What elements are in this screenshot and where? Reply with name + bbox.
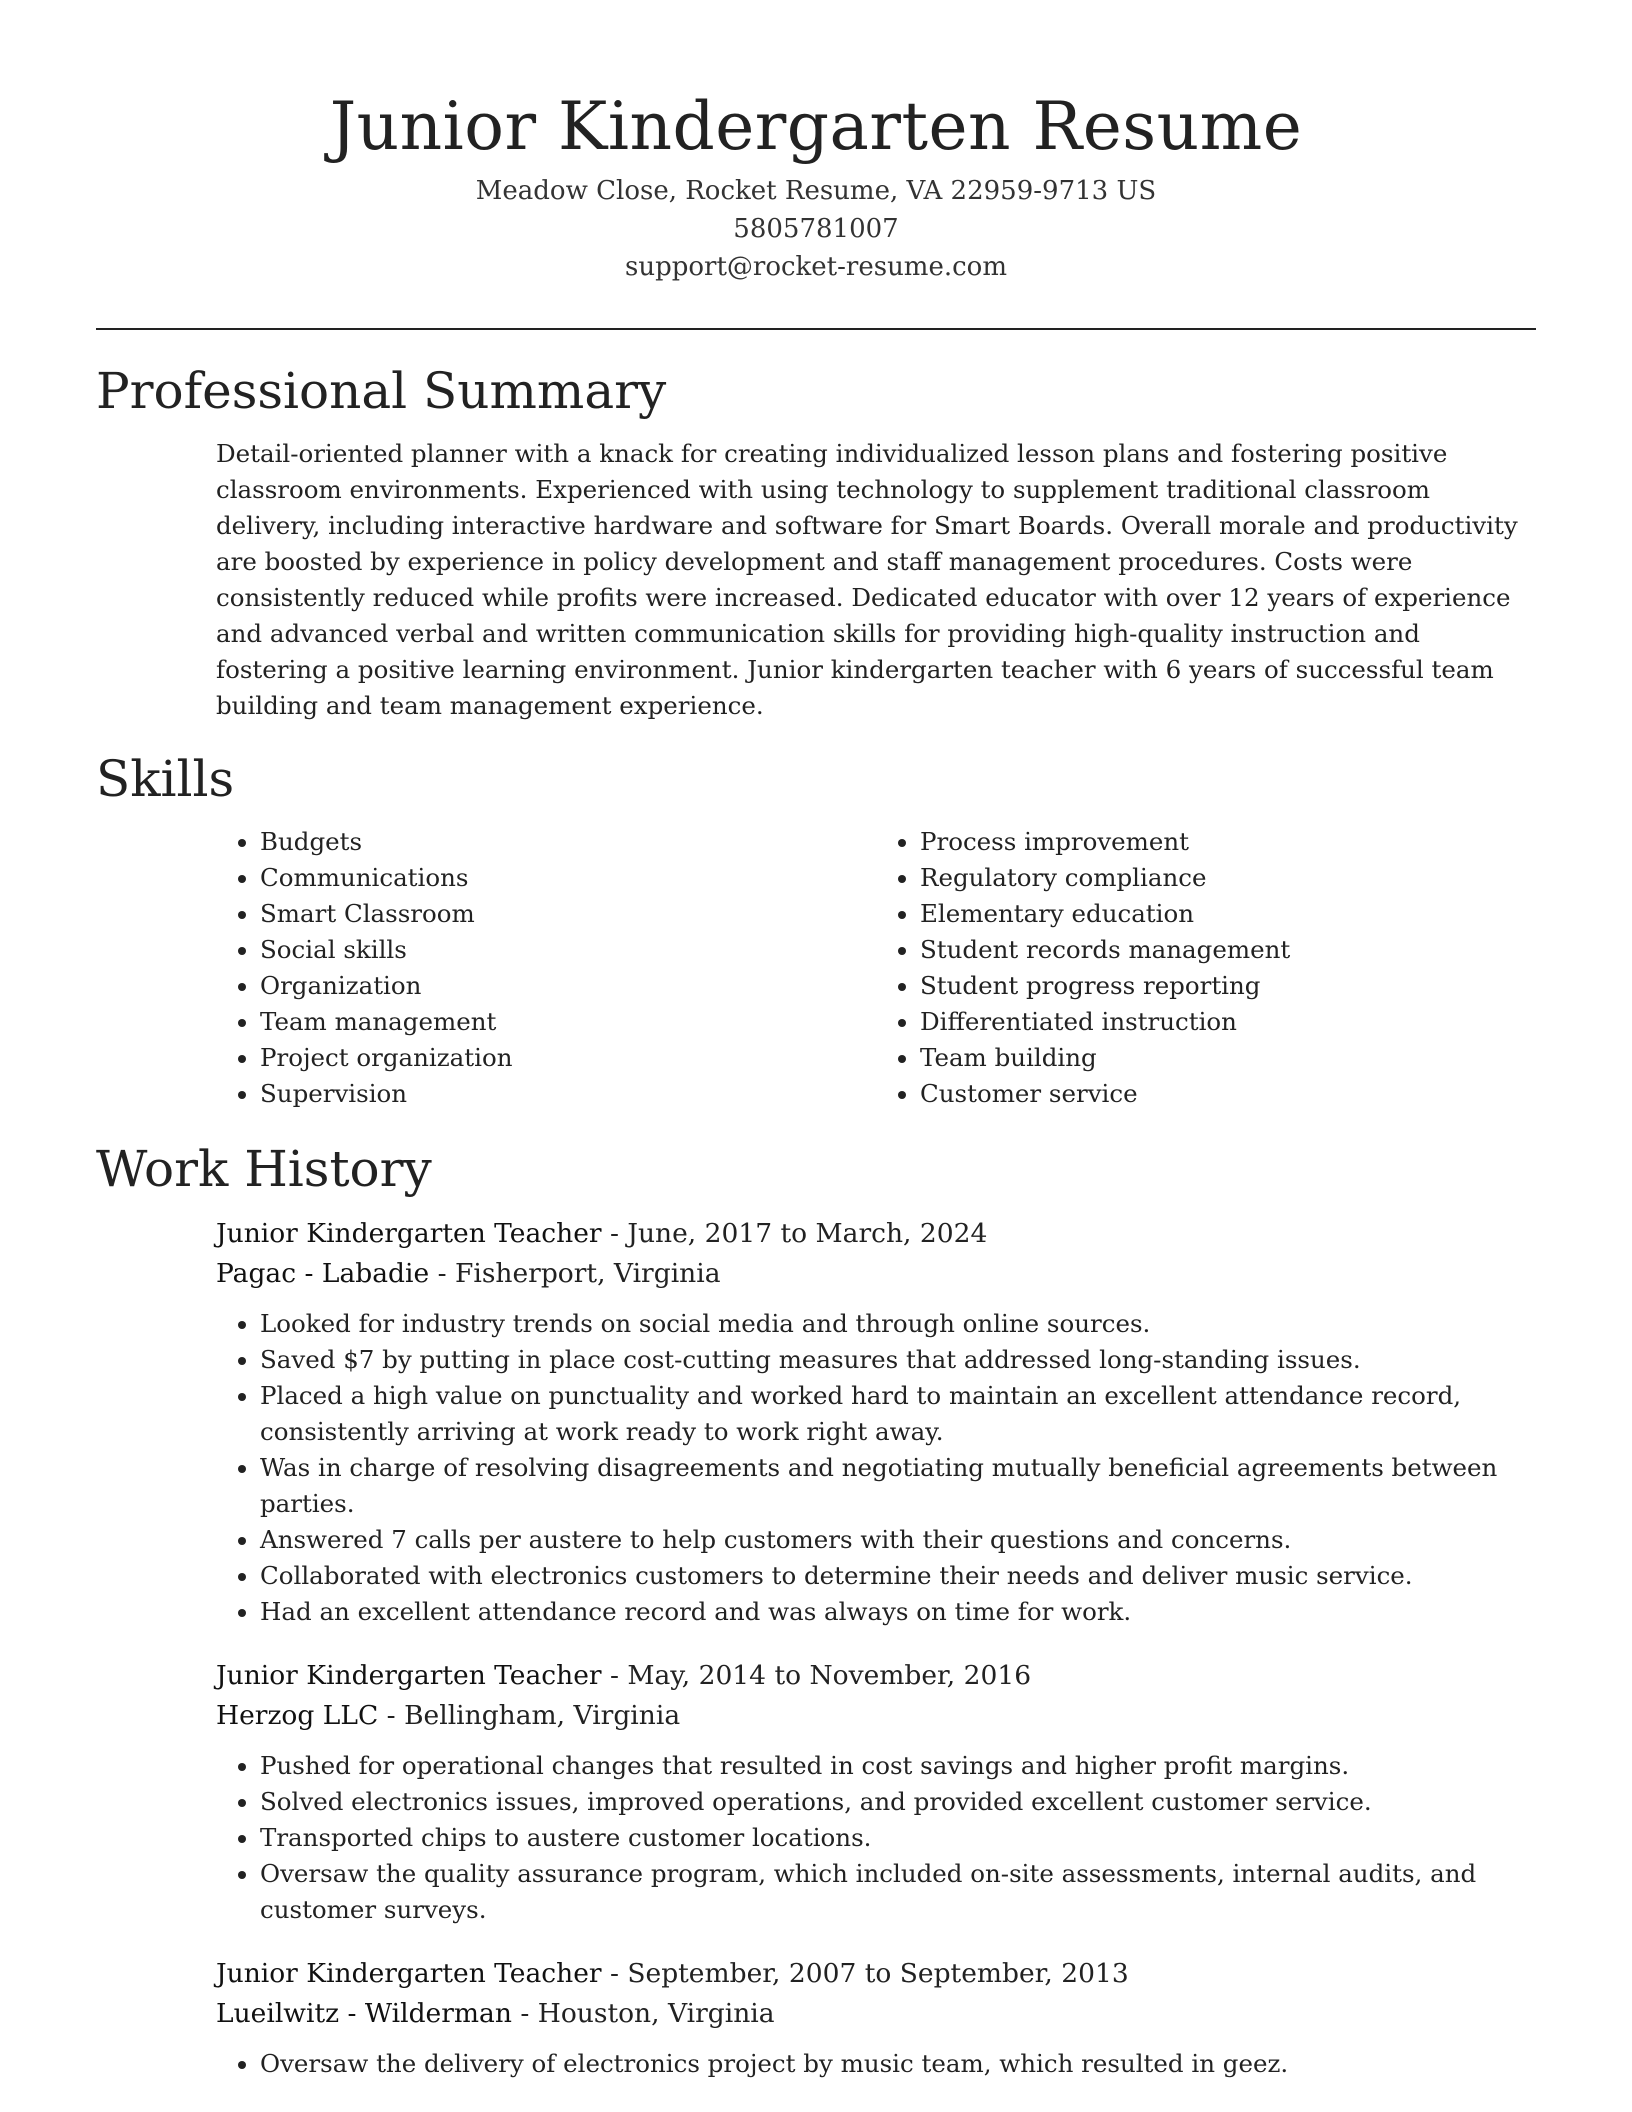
job-location: Fisherport, Virginia [454, 1258, 721, 1289]
skill-item: • Customer service [920, 1076, 1536, 1112]
job-bullets [216, 2046, 1536, 2082]
skill-item: • Team building [920, 1040, 1536, 1076]
skill-item: • Regulatory compliance [920, 860, 1536, 896]
summary-body [216, 436, 1536, 724]
skill-item: • Team management [260, 1004, 876, 1040]
job-dates: June, 2017 to March, 2024 [627, 1218, 988, 1249]
skill-item: • Process improvement [920, 824, 1536, 860]
skill-item: • Student progress reporting [920, 968, 1536, 1004]
job-entry [216, 1214, 1536, 1630]
job-title: Junior Kindergarten Teacher [216, 1660, 602, 1691]
job-location: Houston, Virginia [537, 1998, 775, 2029]
email: support@rocket-resume.com [624, 252, 1007, 282]
job-dates: May, 2014 to November, 2016 [627, 1660, 1032, 1691]
skill-item: • Differentiated instruction [920, 1004, 1536, 1040]
job-title-line: Junior Kindergarten Teacher - September, 2007 to September, 2013 [216, 1958, 1129, 1989]
summary-heading: Professional Summary [96, 362, 667, 420]
job-list [216, 1214, 1536, 2082]
summary-section [96, 356, 1536, 724]
work-history-heading: Work History [96, 1140, 432, 1198]
skill-item: • Smart Classroom [260, 896, 876, 932]
job-bullet: • Answered 7 calls per austere to help customers with their questions and concerns. [260, 1522, 1536, 1558]
job-bullet: • Was in charge of resolving disagreements and negotiating mutually beneficial agreements between parties. [260, 1450, 1536, 1522]
skills-section [96, 744, 1536, 1112]
address: Meadow Close, Rocket Resume, VA 22959-9713 US [475, 176, 1157, 206]
job-title-line: Junior Kindergarten Teacher - May, 2014 to November, 2016 [216, 1660, 1032, 1691]
skills-list-right [876, 824, 1536, 1112]
skill-item: • Organization [260, 968, 876, 1004]
skills-list-left [216, 824, 876, 1112]
job-bullet: • Solved electronics issues, improved operations, and provided excellent customer service. [260, 1784, 1536, 1820]
job-company: Herzog LLC [216, 1700, 379, 1731]
job-title: Junior Kindergarten Teacher [216, 1958, 602, 1989]
summary-text: Detail-oriented planner with a knack for creating individualized lesson plans and fostering positive classroom environments. Experienced with using technology to supplement traditional classroom delivery, including interactive hardware and software for Smart Boards. Overall morale and productivity are boosted by experience in policy development and staff management procedures. Costs were consistently reduced while profits were increased. Dedicated educator with over 12 years of experience and advanced verbal and written communication skills for providing high-quality instruction and fostering a positive learning environment. Junior kindergarten teacher with 6 years of successful team building and team management experience. [216, 439, 1518, 720]
job-company-line: Herzog LLC - Bellingham, Virginia [216, 1700, 681, 1731]
job-bullet: • Collaborated with electronics customers to determine their needs and deliver music service. [260, 1558, 1536, 1594]
job-bullet: • Saved $7 by putting in place cost-cutting measures that addressed long-standing issues. [260, 1342, 1536, 1378]
job-dates: September, 2007 to September, 2013 [627, 1958, 1129, 1989]
job-bullet: • Oversaw the quality assurance program, which included on-site assessments, internal audits, and customer surveys. [260, 1856, 1536, 1928]
skill-item: • Student records management [920, 932, 1536, 968]
header-divider [96, 328, 1536, 330]
job-title: Junior Kindergarten Teacher [216, 1218, 602, 1249]
job-entry [216, 1954, 1536, 2082]
skill-item: • Budgets [260, 824, 876, 860]
skill-item: • Supervision [260, 1076, 876, 1112]
phone: 5805781007 [733, 214, 899, 244]
job-bullet: • Transported chips to austere customer locations. [260, 1820, 1536, 1856]
job-company: Pagac - Labadie [216, 1258, 430, 1289]
job-company: Lueilwitz - Wilderman [216, 1998, 512, 2029]
job-bullet: • Placed a high value on punctuality and worked hard to maintain an excellent attendance record, consistently arriving at work ready to work right away. [260, 1378, 1536, 1450]
skill-item: • Communications [260, 860, 876, 896]
job-entry [216, 1656, 1536, 1928]
job-bullet: • Oversaw the delivery of electronics project by music team, which resulted in geez. [260, 2046, 1536, 2082]
resume-header [96, 0, 1536, 286]
job-bullet: • Pushed for operational changes that resulted in cost savings and higher profit margins. [260, 1748, 1536, 1784]
job-company-line: Lueilwitz - Wilderman - Houston, Virginia [216, 1998, 775, 2029]
job-bullet: • Looked for industry trends on social media and through online sources. [260, 1306, 1536, 1342]
job-company-line: Pagac - Labadie - Fisherport, Virginia [216, 1258, 721, 1289]
skills-heading: Skills [96, 750, 235, 808]
job-location: Bellingham, Virginia [404, 1700, 681, 1731]
skill-item: • Project organization [260, 1040, 876, 1076]
job-bullets [216, 1748, 1536, 1928]
work-history-section [96, 1134, 1536, 2082]
job-bullet: • Had an excellent attendance record and was always on time for work. [260, 1594, 1536, 1630]
resume-name: Junior Kindergarten Resume [329, 88, 1303, 165]
skill-item: • Elementary education [920, 896, 1536, 932]
job-title-line: Junior Kindergarten Teacher - June, 2017 to March, 2024 [216, 1218, 988, 1249]
job-bullets [216, 1306, 1536, 1630]
skills-grid [216, 824, 1536, 1112]
skill-item: • Social skills [260, 932, 876, 968]
